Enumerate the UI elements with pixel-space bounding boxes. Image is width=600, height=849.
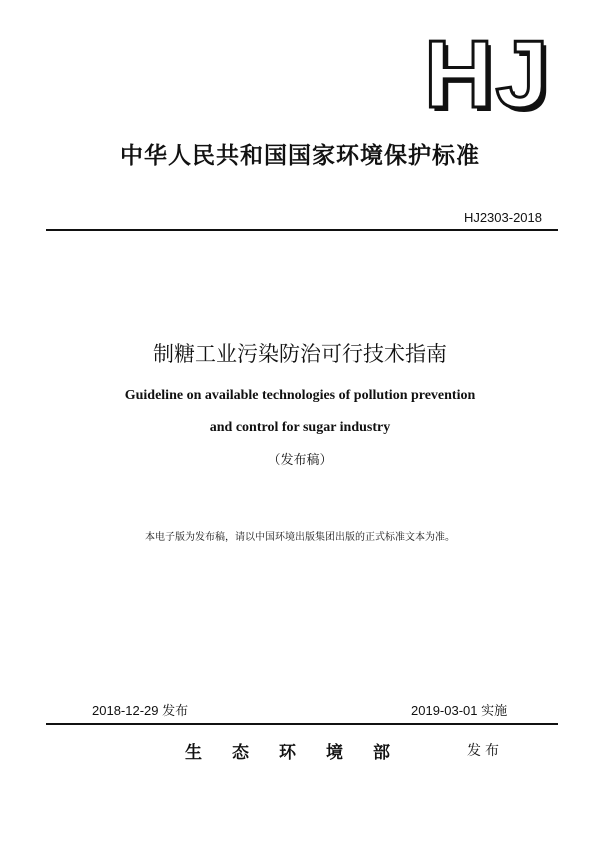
document-title-cn: 制糖工业污染防治可行技术指南 (153, 342, 447, 366)
draft-note: （发布稿） (267, 453, 333, 468)
disclaimer: 本电子版为发布稿，请以中国环境出版集团出版的正式标准文本为准。 (145, 532, 455, 543)
release-date: 2018-12-29 发布 (92, 703, 189, 718)
bottom-divider (46, 723, 558, 725)
org-title: 中华人民共和国国家环境保护标准 (120, 143, 480, 169)
document-title-en-line1: Guideline on available technologies of pollution prevention (124, 388, 476, 403)
hj-logo: HJ (424, 21, 551, 128)
document-title-en-line2: and control for sugar industry (209, 420, 391, 435)
standard-number: HJ2303-2018 (463, 210, 542, 225)
implement-date: 2019-03-01 实施 (411, 703, 508, 718)
top-divider (46, 229, 558, 231)
issuer-name: 生态环境部 (185, 743, 420, 763)
issuer-verb: 发布 (467, 743, 503, 759)
